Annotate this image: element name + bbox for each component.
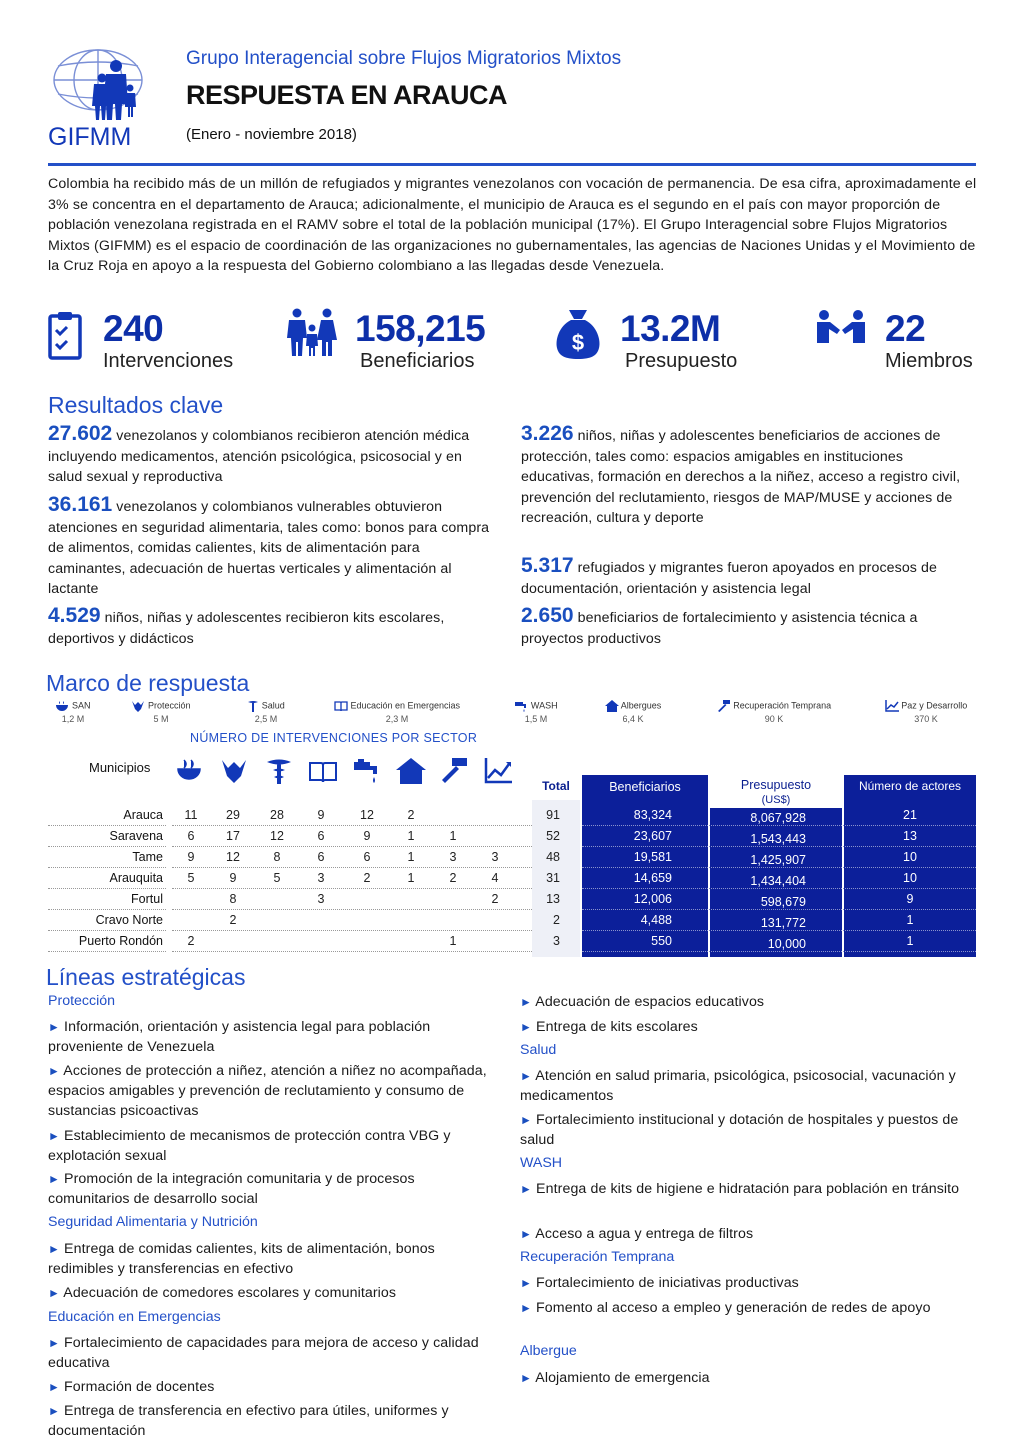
food-bowl-icon <box>55 700 69 712</box>
sector-count-cell: 2 <box>229 913 237 927</box>
row-divider <box>172 951 532 952</box>
strategic-item-text: Entrega de comidas calientes, kits de alimentación, bonos redimibles y transferencias en efectivo <box>48 1241 435 1277</box>
organization-name: Grupo Interagencial sobre Flujos Migratorios Mixtos <box>186 48 622 69</box>
arrow-icon: ► <box>520 1020 532 1034</box>
framework-heading: Marco de respuesta <box>46 670 250 696</box>
beneficiaries-cell: 83,324 <box>633 808 672 822</box>
beneficiaries-cell: 550 <box>651 934 672 948</box>
strategic-item <box>520 1224 976 1244</box>
row-divider <box>172 825 532 826</box>
budget-unit: (US$) <box>761 794 791 806</box>
result-item: 36.161 venezolanos y colombianos vulnerables obtuvieron atenciones en seguridad alimentaria, tales como: bonos para compra de alimentos, comidas calientes, kits de alimentación para caminantes, adecuación de huertas verticales y alimentación al lactante <box>48 493 490 598</box>
strategic-item-text: Entrega de kits de higiene e hidratación para población en tránsito <box>536 1181 960 1197</box>
actors-cell: 9 <box>906 892 914 906</box>
report-period: (Enero - noviembre 2018) <box>186 126 357 143</box>
row-divider <box>48 909 166 910</box>
strategic-item <box>48 1169 498 1209</box>
sector-count-cell: 1 <box>407 871 415 885</box>
sector-legend-albergues: Albergues 6,4 K <box>598 700 668 724</box>
actors-cell: 1 <box>906 934 914 948</box>
header-divider <box>48 163 976 166</box>
total-cell: 91 <box>546 808 560 822</box>
arrow-icon: ► <box>520 1301 532 1315</box>
caduceus-icon <box>247 700 259 712</box>
svg-text:GIFMM: GIFMM <box>48 123 132 149</box>
kpi-beneficiaries-label: Beneficiarios <box>360 350 475 372</box>
sector-count-cell: 5 <box>273 871 281 885</box>
sector-count-cell: 5 <box>187 871 195 885</box>
svg-text:$: $ <box>571 330 585 355</box>
row-divider <box>172 867 532 868</box>
strategic-item <box>520 1368 976 1388</box>
sector-count-cell: 6 <box>317 850 325 864</box>
row-divider <box>582 930 976 931</box>
kpi-interventions-label: Intervenciones <box>103 350 234 372</box>
arrow-icon: ► <box>520 1227 532 1241</box>
caduceus-icon <box>266 758 292 784</box>
strategic-item-text: Promoción de la integración comunitaria y de procesos comunitarios de desarrollo social <box>48 1171 415 1207</box>
family-icon <box>285 308 341 356</box>
municipalities-header: Municipios <box>89 760 151 775</box>
water-tap-icon <box>352 758 380 784</box>
protection-hands-icon <box>220 758 248 784</box>
row-divider <box>48 951 166 952</box>
arrow-icon: ► <box>48 1380 60 1394</box>
row-divider <box>582 888 976 889</box>
sector-count-cell: 17 <box>226 829 240 843</box>
strategic-item <box>520 992 976 1012</box>
strategic-category: Protección <box>48 993 116 1009</box>
strategic-category: Educación en Emergencias <box>48 1309 221 1325</box>
strategic-item <box>520 1110 976 1150</box>
strategic-item-text: Fortalecimiento institucional y dotación de hospitales y puestos de salud <box>520 1112 959 1148</box>
row-divider <box>48 846 166 847</box>
strategic-item-text: Atención en salud primaria, psicológica, psicosocial, vacunación y medicamentos <box>520 1068 956 1104</box>
sector-count-cell: 8 <box>229 892 237 906</box>
row-divider <box>172 909 532 910</box>
municipality-name: Saravena <box>109 829 163 843</box>
sector-count-cell: 6 <box>363 850 371 864</box>
kpi-interventions-value: 240 <box>103 308 164 349</box>
strategic-item-text: Acceso a agua y entrega de filtros <box>535 1226 754 1242</box>
house-icon <box>396 758 426 784</box>
sector-count-cell: 3 <box>317 892 325 906</box>
actors-cell: 13 <box>903 829 917 843</box>
strategic-item-text: Entrega de kits escolares <box>536 1019 698 1035</box>
hammer-icon <box>717 700 731 712</box>
strategic-item-text: Adecuación de comedores escolares y comunitarios <box>63 1285 397 1301</box>
total-cell: 31 <box>546 871 560 885</box>
sector-legend-proteccion: Protección 5 M <box>126 700 196 724</box>
actors-header: Número de actores <box>858 779 962 793</box>
sector-count-cell: 12 <box>360 808 374 822</box>
total-cell: 2 <box>553 913 560 927</box>
clipboard-check-icon <box>48 310 82 360</box>
sector-count-cell: 1 <box>449 829 457 843</box>
book-icon <box>334 700 348 712</box>
municipality-name: Arauquita <box>109 871 163 885</box>
strategic-item-text: Alojamiento de emergencia <box>535 1370 710 1386</box>
chart-line-icon <box>885 700 899 712</box>
beneficiaries-cell: 12,006 <box>633 892 672 906</box>
strategic-item <box>48 1239 498 1279</box>
col-proteccion <box>220 758 248 789</box>
protection-hands-icon <box>131 700 145 712</box>
sector-count-cell: 4 <box>491 871 499 885</box>
budget-cell: 598,679 <box>760 895 806 909</box>
sector-count-cell: 9 <box>229 871 237 885</box>
kpi-money-bag-icon <box>553 308 603 365</box>
sector-count-cell: 1 <box>449 934 457 948</box>
sector-legend-salud: Salud 2,5 M <box>236 700 296 724</box>
arrow-icon: ► <box>520 1069 532 1083</box>
strategic-heading: Líneas estratégicas <box>46 964 246 990</box>
col-san <box>176 758 202 789</box>
col-paz <box>484 758 512 789</box>
result-item: 4.529 niños, niñas y adolescentes recibieron kits escolares, deportivos y didácticos <box>48 604 445 647</box>
sector-count-cell: 1 <box>407 829 415 843</box>
budget-cell: 1,543,443 <box>750 832 806 846</box>
sector-legend-paz: Paz y Desarrollo 370 K <box>876 700 976 724</box>
beneficiaries-header: Beneficiarios <box>609 780 681 794</box>
arrow-icon: ► <box>48 1129 60 1143</box>
strategic-category: Recuperación Temprana <box>520 1249 675 1265</box>
sector-count-cell: 9 <box>317 808 325 822</box>
result-item: 2.650 beneficiarios de fortalecimiento y asistencia técnica a proyectos productivos <box>521 604 918 647</box>
strategic-item-text: Fortalecimiento de iniciativas productivas <box>536 1275 799 1291</box>
kpi-clipboard-check-icon <box>48 310 82 365</box>
strategic-item <box>520 1066 976 1106</box>
sector-count-cell: 3 <box>491 850 499 864</box>
kpi-budget-value: 13.2M <box>620 308 721 349</box>
strategic-item <box>48 1017 498 1057</box>
strategic-item <box>520 1298 976 1318</box>
water-tap-icon <box>514 700 528 712</box>
kpi-members-label: Miembros <box>885 350 973 372</box>
strategic-item <box>48 1333 498 1373</box>
strategic-category: WASH <box>520 1155 563 1171</box>
house-icon <box>605 700 619 712</box>
strategic-item <box>48 1377 498 1397</box>
arrow-icon: ► <box>520 1113 532 1127</box>
budget-header: Presupuesto <box>740 778 812 792</box>
kpi-members-value: 22 <box>885 308 926 349</box>
strategic-category: Albergue <box>520 1343 577 1359</box>
municipality-name: Puerto Rondón <box>78 934 163 948</box>
food-bowl-icon <box>176 758 202 784</box>
total-cell: 52 <box>546 829 560 843</box>
kpi-budget-label: Presupuesto <box>625 350 738 372</box>
kpi-beneficiaries-value: 158,215 <box>355 308 486 349</box>
result-item: 3.226 niños, niñas y adolescentes beneficiarios de acciones de protección, tales como: espacios amigables en instituciones educativas, formación en derechos a la niñez, acceso a registro civil, prevención del reclutamiento, riesgos de MAP/MUSE y acciones de recreación, cultura y deporte <box>521 422 961 527</box>
table-title: NÚMERO DE INTERVENCIONES POR SECTOR <box>190 731 478 745</box>
strategic-category: Seguridad Alimentaria y Nutrición <box>48 1214 258 1230</box>
municipality-name: Fortul <box>131 892 163 906</box>
total-cell: 3 <box>553 934 560 948</box>
total-cell: 48 <box>546 850 560 864</box>
sector-count-cell: 2 <box>363 871 371 885</box>
sector-count-cell: 3 <box>449 850 457 864</box>
arrow-icon: ► <box>520 1371 532 1385</box>
actors-cell: 10 <box>903 871 917 885</box>
strategic-item-text: Formación de docentes <box>64 1379 215 1395</box>
sector-count-cell: 2 <box>491 892 499 906</box>
row-divider <box>172 930 532 931</box>
sector-count-cell: 6 <box>317 829 325 843</box>
budget-cell: 1,434,404 <box>750 874 806 888</box>
arrow-icon: ► <box>48 1242 60 1256</box>
budget-cell: 131,772 <box>760 916 806 930</box>
sector-legend-recuperacion: Recuperación Temprana 90 K <box>704 700 844 724</box>
sector-count-cell: 2 <box>187 934 195 948</box>
row-divider <box>172 846 532 847</box>
arrow-icon: ► <box>48 1336 60 1350</box>
strategic-item-text: Fomento al acceso a empleo y generación de redes de apoyo <box>536 1300 931 1316</box>
strategic-item-text: Información, orientación y asistencia legal para población proveniente de Venezuela <box>48 1019 431 1055</box>
beneficiaries-cell: 19,581 <box>633 850 672 864</box>
strategic-item <box>48 1061 498 1121</box>
page-title: RESPUESTA EN ARAUCA <box>186 80 508 110</box>
strategic-item-text: Entrega de transferencia en efectivo para útiles, uniformes y documentación <box>48 1403 449 1439</box>
results-heading: Resultados clave <box>48 392 224 418</box>
strategic-category: Salud <box>520 1042 557 1058</box>
municipality-name: Tame <box>132 850 163 864</box>
strategic-item <box>48 1283 498 1303</box>
arrow-icon: ► <box>48 1064 60 1078</box>
strategic-item-text: Establecimiento de mecanismos de protección contra VBG y explotación sexual <box>48 1128 451 1164</box>
total-cell: 13 <box>546 892 560 906</box>
strategic-item-text: Adecuación de espacios educativos <box>535 994 765 1010</box>
col-wash <box>352 758 380 789</box>
actors-cell: 1 <box>906 913 914 927</box>
budget-cell: 1,425,907 <box>750 853 806 867</box>
chart-line-icon <box>484 758 512 784</box>
municipality-name: Arauca <box>123 808 163 822</box>
sector-legend-educacion: Educación en Emergencias 2,3 M <box>322 700 472 724</box>
arrow-icon: ► <box>520 1276 532 1290</box>
kpi-handshake-icon <box>815 309 867 350</box>
strategic-item <box>520 1017 976 1037</box>
sector-count-cell: 8 <box>273 850 281 864</box>
sector-count-cell: 3 <box>317 871 325 885</box>
row-divider <box>582 867 976 868</box>
gifmm-logo <box>48 44 152 149</box>
kpi-family-icon <box>285 308 341 361</box>
beneficiaries-cell: 14,659 <box>633 871 672 885</box>
row-divider <box>582 825 976 826</box>
sector-count-cell: 28 <box>270 808 284 822</box>
result-item: 27.602 venezolanos y colombianos recibieron atención médica incluyendo medicamentos, atención psicológica, psicosocial y en salud sexual y reproductiva <box>48 422 470 486</box>
row-divider <box>172 888 532 889</box>
strategic-item <box>48 1126 498 1166</box>
sector-count-cell: 1 <box>407 850 415 864</box>
handshake-icon <box>815 309 867 345</box>
sector-legend-san: SAN 1,2 M <box>48 700 98 724</box>
sector-count-cell: 12 <box>226 850 240 864</box>
sector-count-cell: 29 <box>226 808 240 822</box>
sector-count-cell: 11 <box>184 808 198 822</box>
beneficiaries-cell: 4,488 <box>640 913 672 927</box>
row-divider <box>48 930 166 931</box>
arrow-icon: ► <box>520 1182 532 1196</box>
arrow-icon: ► <box>520 995 532 1009</box>
sector-legend-wash: WASH 1,5 M <box>506 700 566 724</box>
hammer-icon <box>440 758 468 784</box>
sector-count-cell: 12 <box>270 829 284 843</box>
actors-cell: 21 <box>903 808 917 822</box>
arrow-icon: ► <box>48 1404 60 1418</box>
budget-cell: 8,067,928 <box>750 811 806 825</box>
intro-paragraph: Colombia ha recibido más de un millón de refugiados y migrantes venezolanos con vocación de permanencia. De esa cifra, aproximadamente el 3% se concentra en el departamento de Arauca; adicionalmente, el municipio de Arauca es el segundo en el país con mayor proporción de población venezolana registrada en el RAMV sobre el total de la población municipal (17%). El Grupo Interagencial sobre Flujos Migratorios Mixtos (GIFMM) es el espacio de coordinación de las organizaciones no gubernamentales, las agencias de Naciones Unidas y el Movimiento de la Cruz Roja en apoyo a la respuesta del Gobierno colombiano a las llegadas desde Venezuela. <box>48 176 977 275</box>
sector-count-cell: 6 <box>187 829 195 843</box>
book-icon <box>308 760 338 784</box>
row-divider <box>582 951 976 952</box>
row-divider <box>48 888 166 889</box>
arrow-icon: ► <box>48 1020 60 1034</box>
budget-cell: 10,000 <box>767 937 806 951</box>
sector-count-cell: 2 <box>449 871 457 885</box>
strategic-item <box>48 1401 498 1441</box>
strategic-item-text: Fortalecimiento de capacidades para mejora de acceso y calidad educativa <box>48 1335 479 1371</box>
actors-cell: 10 <box>903 850 917 864</box>
arrow-icon: ► <box>48 1172 60 1186</box>
col-salud <box>266 758 292 789</box>
col-albergues <box>396 758 426 789</box>
beneficiaries-cell: 23,607 <box>633 829 672 843</box>
arrow-icon: ► <box>48 1286 60 1300</box>
sector-count-cell: 2 <box>407 808 415 822</box>
result-item: 5.317 refugiados y migrantes fueron apoyados en procesos de documentación, orientación y asistencia legal <box>521 554 938 597</box>
sector-count-cell: 9 <box>363 829 371 843</box>
row-divider <box>48 867 166 868</box>
strategic-item <box>520 1179 976 1199</box>
total-header: Total <box>542 779 570 793</box>
money-bag-icon <box>553 308 603 360</box>
row-divider <box>582 909 976 910</box>
col-recuperacion <box>440 758 468 789</box>
strategic-item-text: Acciones de protección a niñez, atención a niñez no acompañada, espacios amigables y prevención de reclutamiento y consumo de sustancias psicoactivas <box>48 1063 487 1119</box>
row-divider <box>48 825 166 826</box>
municipality-name: Cravo Norte <box>95 913 163 927</box>
sector-count-cell: 9 <box>187 850 195 864</box>
col-educacion <box>308 760 338 789</box>
row-divider <box>582 846 976 847</box>
strategic-item <box>520 1273 976 1293</box>
